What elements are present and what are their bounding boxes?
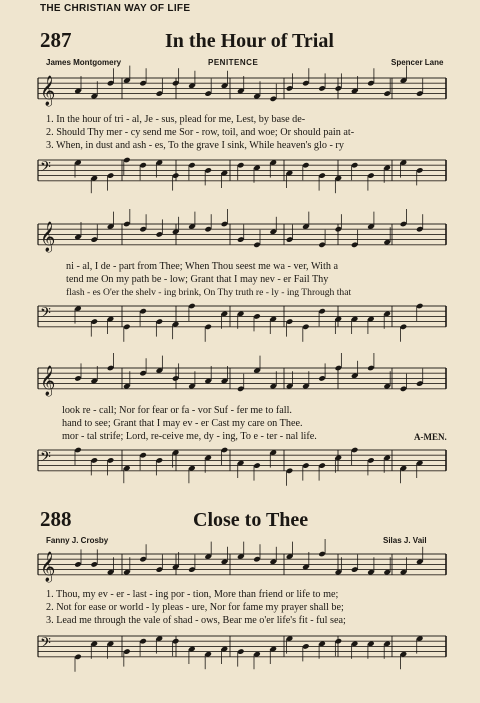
hymn-title: Close to Thee xyxy=(193,509,309,531)
hymn-number: 287 xyxy=(40,28,72,52)
bass-clef-icon: 𝄢 xyxy=(40,159,51,179)
lyric-line: 1. Thou, my ev - er - last - ing por - tion, More than friend or life to me; xyxy=(46,589,339,600)
lyric-line: 2. Not for ease or world - ly pleas - ure, Nor for fame my prayer shall be; xyxy=(46,602,344,613)
lyric-line: 3. When, in dust and ash - es, To the grave I sink, While heaven's glo - ry xyxy=(46,140,344,151)
lyric-line: 1. In the hour of tri - al, Je - sus, plead for me, Lest, by base de- xyxy=(46,114,306,125)
treble-clef-icon: 𝄞 xyxy=(40,552,56,582)
lyric-line: hand to see; Grant that I may ev - er Cast my care on Thee. xyxy=(62,418,303,429)
words-credit: Fanny J. Crosby xyxy=(46,536,109,545)
bass-clef-icon: 𝄢 xyxy=(40,305,51,325)
lyric-line: look re - call; Nor for fear or fa - vor Suf - fer me to fall. xyxy=(62,405,292,416)
staff xyxy=(38,636,446,657)
amen-text: A-MEN. xyxy=(414,432,447,442)
music-credit: Spencer Lane xyxy=(391,58,444,67)
treble-clef-icon: 𝄞 xyxy=(40,222,56,252)
treble-clef-icon: 𝄞 xyxy=(40,76,56,106)
lyric-line: ni - al, I de - part from Thee; When Thou seest me wa - ver, With a xyxy=(66,261,338,272)
staff xyxy=(38,450,446,471)
lyric-line: mor - tal strife; Lord, re-ceive me, dy - ing, To e - ter - nal life. xyxy=(62,431,317,442)
staff xyxy=(38,306,446,327)
running-head: THE CHRISTIAN WAY OF LIFE xyxy=(40,3,191,14)
treble-clef-icon: 𝄞 xyxy=(40,366,56,396)
tune-name: PENITENCE xyxy=(208,58,259,67)
lyric-line: tend me On my path be - low; Grant that I may nev - er Fail Thy xyxy=(66,274,329,285)
music-credit: Silas J. Vail xyxy=(383,536,427,545)
lyric-line: flash - es O'er the shelv - ing brink, On Thy truth re - ly - ing Through that xyxy=(66,287,352,298)
staff xyxy=(38,78,446,99)
hymn-title: In the Hour of Trial xyxy=(165,30,334,52)
bass-clef-icon: 𝄢 xyxy=(40,635,51,655)
hymn-number: 288 xyxy=(40,507,72,531)
words-credit: James Montgomery xyxy=(46,58,122,67)
bass-clef-icon: 𝄢 xyxy=(40,449,51,469)
lyric-line: 3. Lead me through the vale of shad - ows, Bear me o'er life's fit - ful sea; xyxy=(46,615,346,626)
lyric-line: 2. Should Thy mer - cy send me Sor - row, toil, and woe; Or should pain at- xyxy=(46,127,355,138)
